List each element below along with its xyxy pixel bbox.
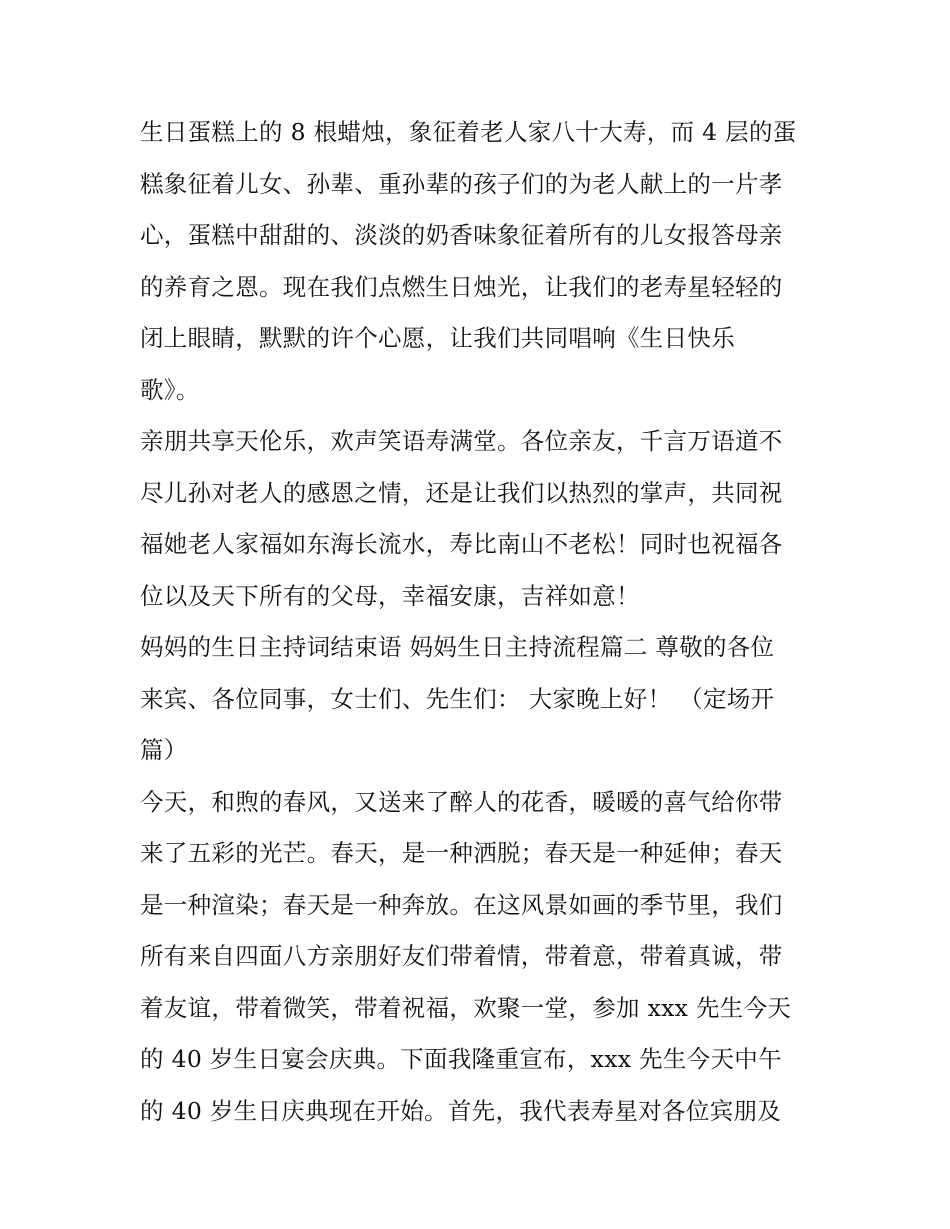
text-line: 闭上眼睛，默默的许个心愿，让我们共同唱响《生日快乐 [140, 324, 735, 352]
text-line: 亲朋共享天伦乐，欢声笑语寿满堂。各位亲友，千言万语道不 [140, 427, 783, 455]
text-line: 是一种渲染；春天是一种奔放。在这风景如画的季节里，我们 [140, 890, 783, 919]
text-line: 福她老人家福如东海长流水，寿比南山不老松！同时也祝福各 [140, 530, 783, 558]
text-line: 糕象征着儿女、孙辈、重孙辈的孩子们的为老人献上的一片孝 [140, 169, 783, 198]
text-line: 尽儿孙对老人的感恩之情，还是让我们以热烈的掌声，共同祝 [140, 478, 783, 507]
text-line: 心，蛋糕中甜甜的、淡淡的奶香味象征着所有的儿女报答母亲 [140, 221, 783, 249]
text-line: 篇） [140, 736, 188, 764]
text-line: 妈妈的生日主持词结束语 妈妈生日主持流程篇二 尊敬的各位 [140, 633, 775, 661]
text-line: 的养育之恩。现在我们点燃生日烛光，让我们的老寿星轻轻的 [140, 272, 783, 301]
text-line: 的 40 岁生日宴会庆典。下面我隆重宣布，xxx 先生今天中午 [140, 1045, 782, 1073]
document-body [140, 107, 820, 1137]
text-line: 生日蛋糕上的 8 根蜡烛，象征着老人家八十大寿，而 4 层的蛋 [140, 118, 797, 146]
text-line: 今天，和煦的春风，又送来了醉人的花香，暖暖的喜气给你带 [140, 787, 783, 816]
text-line: 着友谊，带着微笑，带着祝福，欢聚一堂，参加 xxx 先生今天 [140, 993, 792, 1022]
text-line: 歌》。 [140, 375, 200, 404]
text-line: 来宾、各位同事，女士们、先生们： 大家晚上好！ （定场开 [140, 684, 775, 713]
text-line: 所有来自四面八方亲朋好友们带着情，带着意，带着真诚，带 [140, 942, 783, 970]
text-line: 的 40 岁生日庆典现在开始。首先，我代表寿星对各位宾朋及 [140, 1096, 782, 1125]
text-line: 位以及天下所有的父母，幸福安康，吉祥如意！ [140, 581, 640, 610]
text-line: 来了五彩的光芒。春天，是一种洒脱；春天是一种延伸；春天 [140, 839, 783, 867]
